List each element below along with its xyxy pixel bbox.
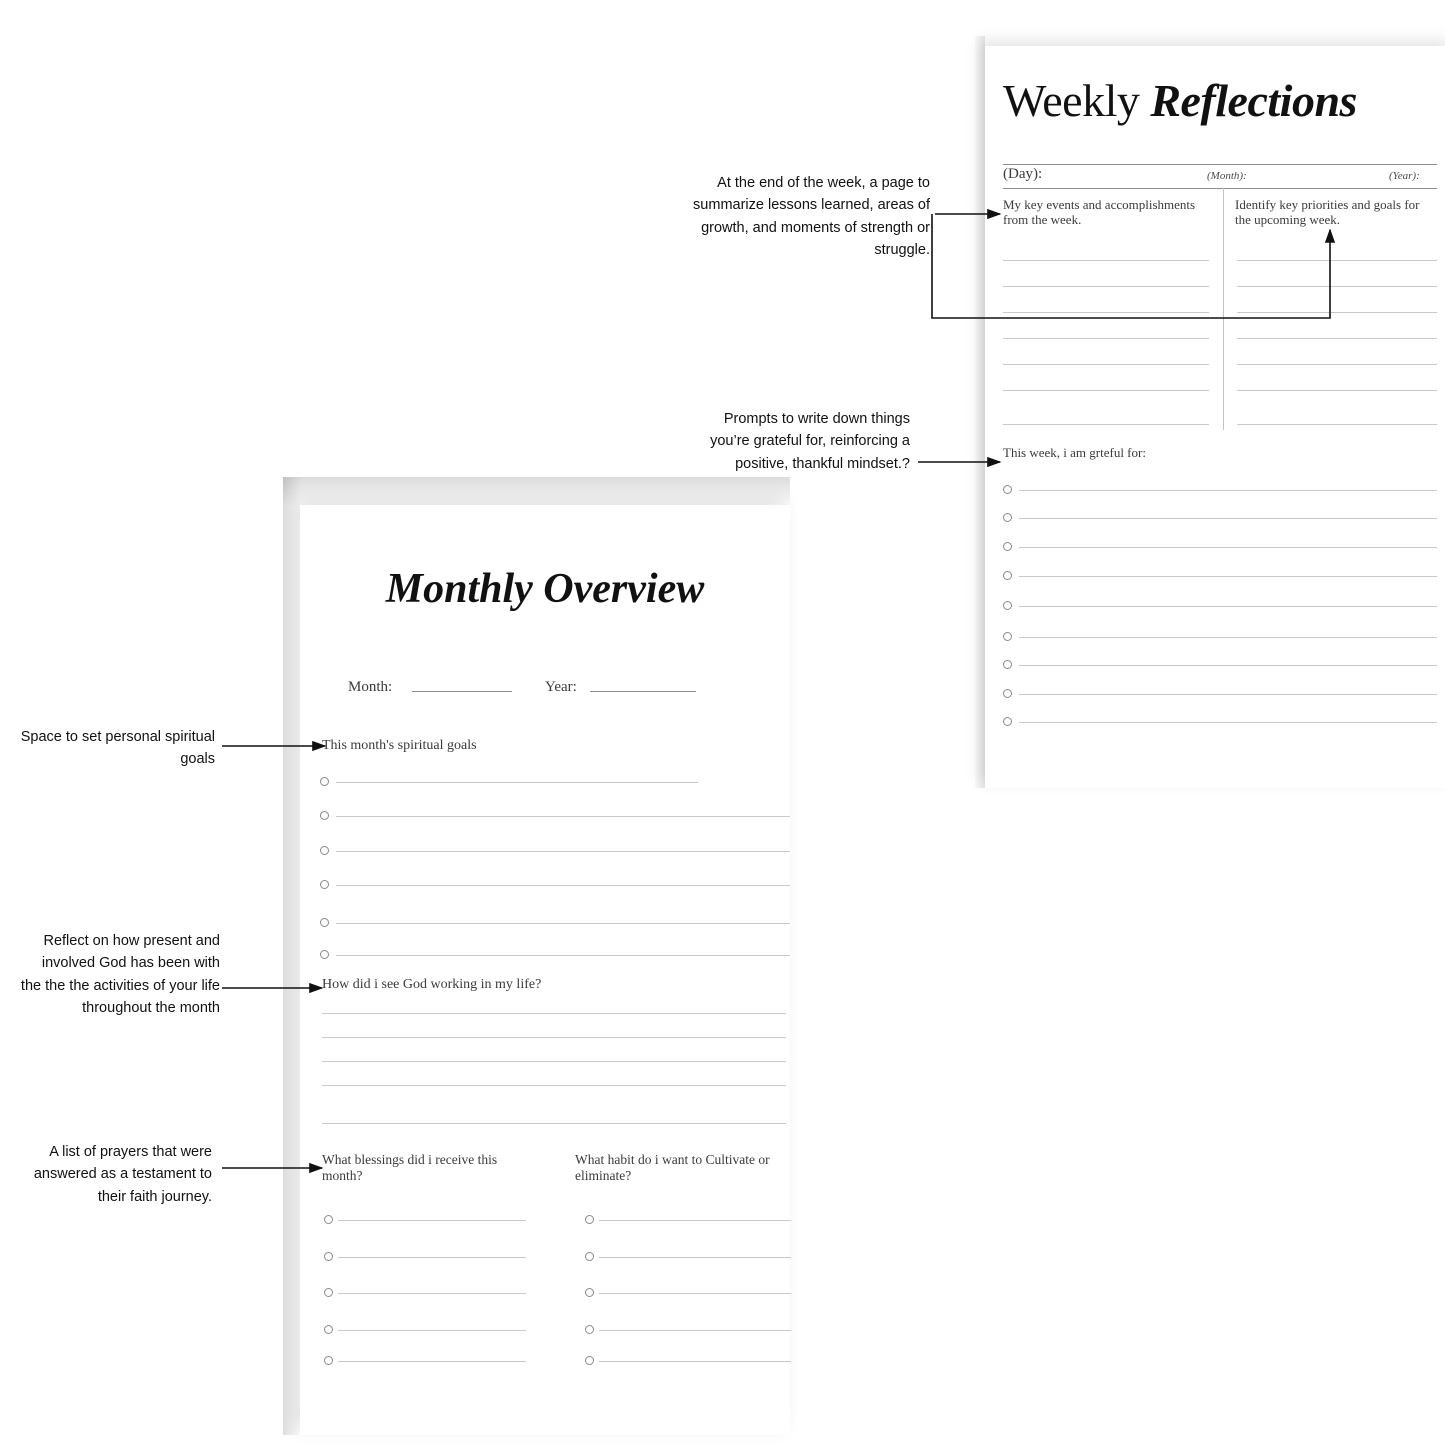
gratitude-line[interactable] bbox=[1019, 518, 1437, 519]
gratitude-line[interactable] bbox=[1019, 576, 1437, 577]
gratitude-bullet[interactable] bbox=[1003, 513, 1012, 522]
reflection-line[interactable] bbox=[322, 1085, 786, 1086]
goal-line[interactable] bbox=[336, 851, 790, 852]
goal-bullet[interactable] bbox=[320, 950, 329, 959]
blessing-bullet[interactable] bbox=[324, 1325, 333, 1334]
blessing-bullet[interactable] bbox=[324, 1252, 333, 1261]
gratitude-bullet[interactable] bbox=[1003, 632, 1012, 641]
weekly-col1-line[interactable] bbox=[1003, 286, 1209, 287]
annotation-weekly-summary: At the end of the week, a page to summarize lessons learned, areas of growth, and moments of strength or struggle. bbox=[693, 175, 930, 259]
goal-bullet[interactable] bbox=[320, 918, 329, 927]
annotation-gratitude-prompt: Prompts to write down things you’re grateful for, reinforcing a positive, thankful mindset.? bbox=[710, 411, 910, 472]
gratitude-bullet[interactable] bbox=[1003, 542, 1012, 551]
weekly-col2-line[interactable] bbox=[1237, 364, 1437, 365]
weekly-col1-line[interactable] bbox=[1003, 260, 1209, 261]
blessing-line[interactable] bbox=[338, 1220, 526, 1221]
goal-bullet[interactable] bbox=[320, 777, 329, 786]
blessing-bullet[interactable] bbox=[324, 1288, 333, 1297]
gratitude-bullet[interactable] bbox=[1003, 485, 1012, 494]
reflection-line[interactable] bbox=[322, 1037, 786, 1038]
weekly-col2-line[interactable] bbox=[1237, 338, 1437, 339]
gratitude-bullet[interactable] bbox=[1003, 660, 1012, 669]
goal-line[interactable] bbox=[336, 955, 790, 956]
weekly-year-field[interactable]: (Year): bbox=[1389, 170, 1420, 182]
weekly-col2-line[interactable] bbox=[1237, 424, 1437, 425]
weekly-col2-line[interactable] bbox=[1237, 390, 1437, 391]
weekly-title-part2: Reflections bbox=[1150, 75, 1357, 126]
reflection-line[interactable] bbox=[322, 1123, 786, 1124]
blessing-line[interactable] bbox=[338, 1330, 526, 1331]
weekly-header-rule-2 bbox=[1003, 188, 1437, 189]
monthly-page-title: Monthly Overview bbox=[385, 566, 705, 612]
weekly-day-field[interactable]: (Day): bbox=[1003, 166, 1043, 182]
habit-line[interactable] bbox=[599, 1330, 791, 1331]
annotation-spiritual-goals: Space to set personal spiritual goals bbox=[20, 729, 215, 768]
gratitude-bullet[interactable] bbox=[1003, 689, 1012, 698]
habit-bullet[interactable] bbox=[585, 1356, 594, 1365]
weekly-col1-line[interactable] bbox=[1003, 312, 1209, 313]
habit-label: What habit do i want to Cultivate or eliminate? bbox=[575, 1152, 770, 1183]
gratitude-line[interactable] bbox=[1019, 637, 1437, 638]
goal-line[interactable] bbox=[336, 782, 698, 783]
weekly-col1-line[interactable] bbox=[1003, 424, 1209, 425]
habit-bullet[interactable] bbox=[585, 1252, 594, 1261]
goal-line[interactable] bbox=[336, 816, 790, 817]
month-label: Month: bbox=[348, 679, 393, 695]
reflection-line[interactable] bbox=[322, 1013, 786, 1014]
habit-bullet[interactable] bbox=[585, 1325, 594, 1334]
habit-bullet[interactable] bbox=[585, 1288, 594, 1297]
gratitude-line[interactable] bbox=[1019, 665, 1437, 666]
gratitude-line[interactable] bbox=[1019, 490, 1437, 491]
blessing-line[interactable] bbox=[338, 1293, 526, 1294]
habit-line[interactable] bbox=[599, 1361, 791, 1362]
monthly-page-shadow-left bbox=[283, 477, 301, 1435]
weekly-column-divider bbox=[1223, 188, 1224, 430]
weekly-col-2-label: Identify key priorities and goals for the upcoming week. bbox=[1235, 197, 1420, 227]
gratitude-line[interactable] bbox=[1019, 722, 1437, 723]
month-input-line[interactable] bbox=[412, 691, 512, 692]
weekly-col-1-label: My key events and accomplishments from the week. bbox=[1003, 197, 1196, 227]
blessing-line[interactable] bbox=[338, 1257, 526, 1258]
weekly-col2-line[interactable] bbox=[1237, 286, 1437, 287]
habit-line[interactable] bbox=[599, 1257, 791, 1258]
weekly-header-rule bbox=[1003, 164, 1437, 165]
weekly-reflections-page bbox=[985, 46, 1445, 788]
weekly-col1-line[interactable] bbox=[1003, 390, 1209, 391]
gratitude-line[interactable] bbox=[1019, 606, 1437, 607]
gratitude-line[interactable] bbox=[1019, 547, 1437, 548]
weekly-page-title bbox=[1003, 74, 1357, 127]
goal-line[interactable] bbox=[336, 923, 790, 924]
gratitude-line[interactable] bbox=[1019, 694, 1437, 695]
goal-bullet[interactable] bbox=[320, 846, 329, 855]
habit-bullet[interactable] bbox=[585, 1215, 594, 1224]
year-label: Year: bbox=[545, 679, 577, 695]
reflection-line[interactable] bbox=[322, 1061, 786, 1062]
gratitude-bullet[interactable] bbox=[1003, 717, 1012, 726]
monthly-page-shadow-top bbox=[283, 477, 790, 507]
god-working-label: How did i see God working in my life? bbox=[322, 977, 542, 992]
goal-line[interactable] bbox=[336, 885, 790, 886]
goal-bullet[interactable] bbox=[320, 811, 329, 820]
weekly-month-field[interactable]: (Month): bbox=[1207, 170, 1247, 182]
blessing-bullet[interactable] bbox=[324, 1356, 333, 1365]
blessings-label: What blessings did i receive this month? bbox=[322, 1152, 498, 1183]
habit-line[interactable] bbox=[599, 1293, 791, 1294]
year-input-line[interactable] bbox=[590, 691, 696, 692]
blessing-bullet[interactable] bbox=[324, 1215, 333, 1224]
gratitude-bullet[interactable] bbox=[1003, 601, 1012, 610]
weekly-col2-line[interactable] bbox=[1237, 312, 1437, 313]
spiritual-goals-label: This month's spiritual goals bbox=[322, 738, 477, 753]
weekly-col1-line[interactable] bbox=[1003, 364, 1209, 365]
weekly-title-part1: Weekly bbox=[1003, 75, 1151, 126]
weekly-col2-line[interactable] bbox=[1237, 260, 1437, 261]
habit-line[interactable] bbox=[599, 1220, 791, 1221]
goal-bullet[interactable] bbox=[320, 880, 329, 889]
blessing-line[interactable] bbox=[338, 1361, 526, 1362]
monthly-overview-page bbox=[300, 505, 790, 1435]
weekly-gratitude-label: This week, i am grteful for: bbox=[1003, 445, 1146, 460]
annotation-answered-prayers: A list of prayers that were answered as a testament to their faith journey. bbox=[33, 1144, 212, 1205]
gratitude-bullet[interactable] bbox=[1003, 571, 1012, 580]
weekly-col1-line[interactable] bbox=[1003, 338, 1209, 339]
annotation-god-working: Reflect on how present and involved God has been with the the the activities of your life throughout the month bbox=[20, 933, 220, 1017]
